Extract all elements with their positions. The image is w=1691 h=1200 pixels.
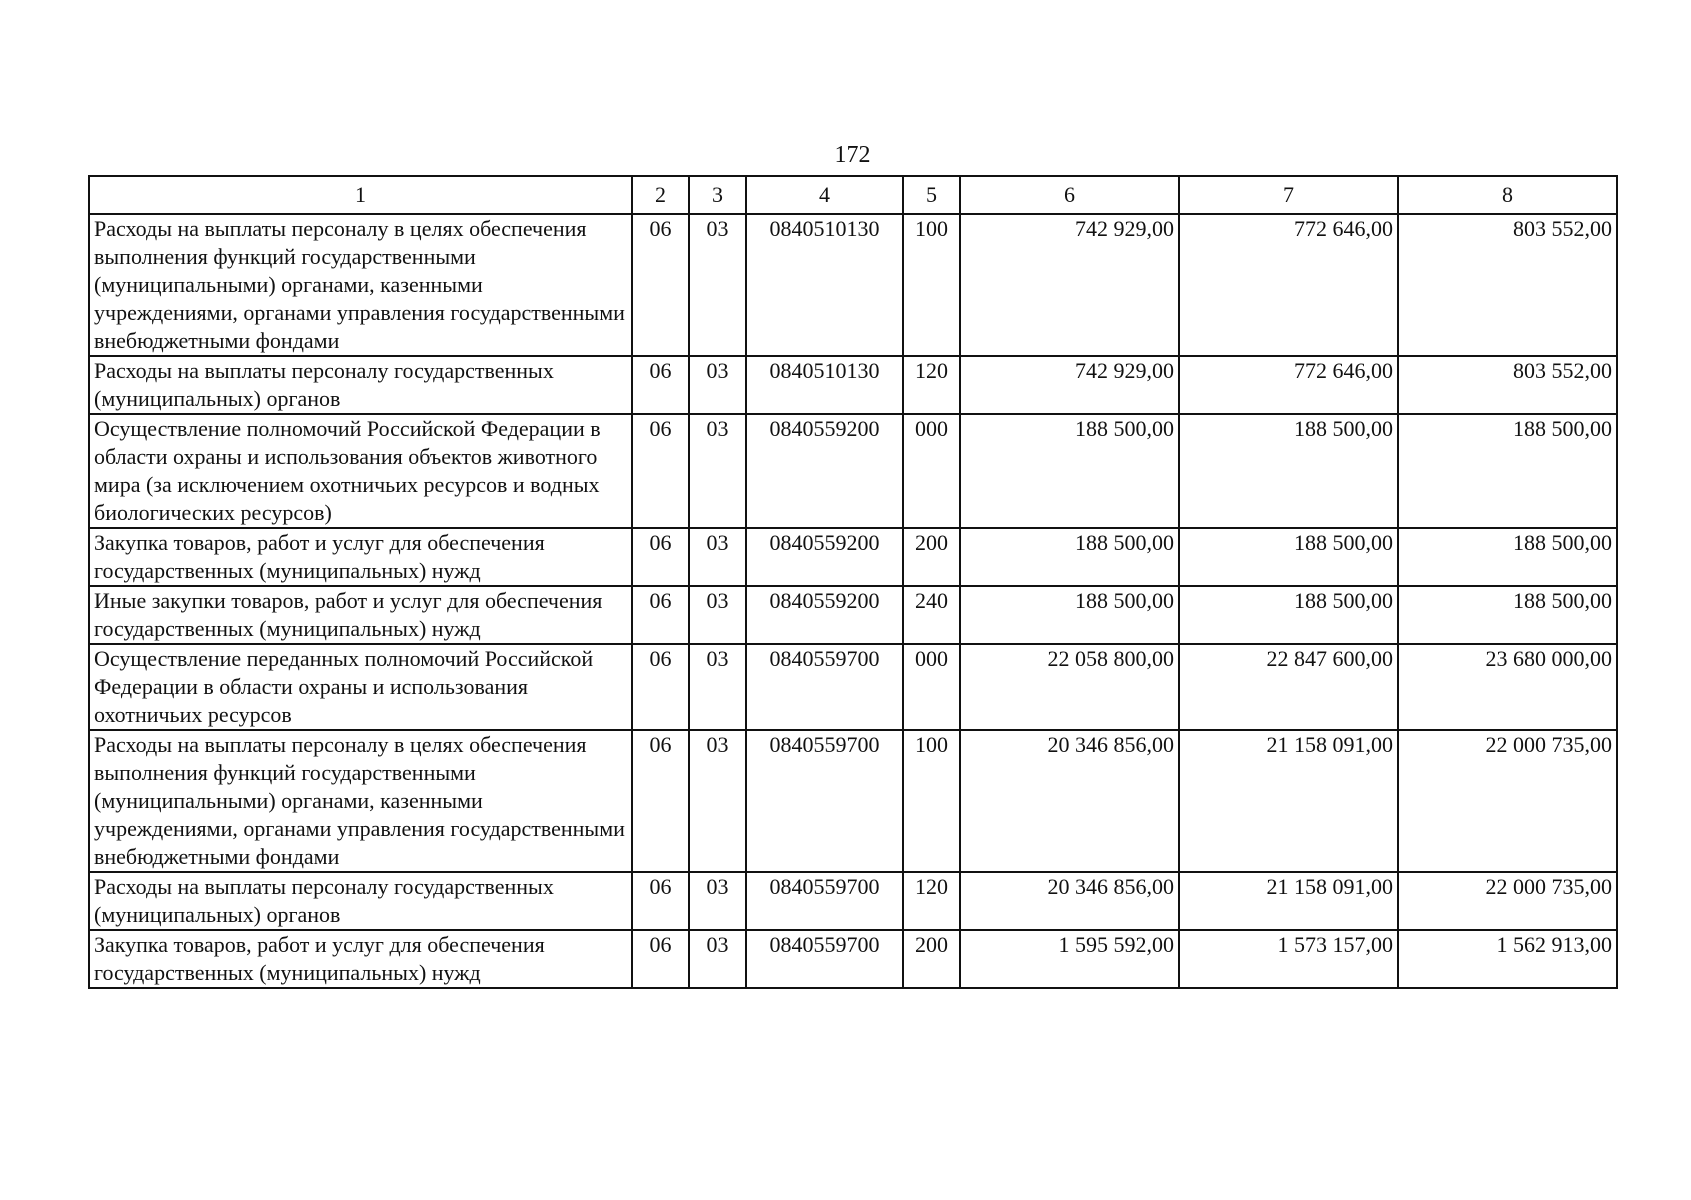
amount-column-6: 1 595 592,00 xyxy=(960,930,1179,988)
expense-name: Закупка товаров, работ и услуг для обеспечения государственных (муниципальных) нужд xyxy=(89,528,632,586)
amount-column-6: 20 346 856,00 xyxy=(960,872,1179,930)
amount-column-8: 23 680 000,00 xyxy=(1398,644,1617,730)
amount-column-6: 22 058 800,00 xyxy=(960,644,1179,730)
column-header-7: 7 xyxy=(1179,176,1398,214)
table-row xyxy=(89,586,1617,644)
amount-column-8: 22 000 735,00 xyxy=(1398,730,1617,872)
section-code: 06 xyxy=(632,644,689,730)
expense-name: Расходы на выплаты персоналу государственных (муниципальных) органов xyxy=(89,356,632,414)
target-article-code: 0840559200 xyxy=(746,586,903,644)
column-header-1: 1 xyxy=(89,176,632,214)
subsection-code: 03 xyxy=(689,730,746,872)
expense-name: Осуществление полномочий Российской Федерации в области охраны и использования объектов животного мира (за исключением охотничьих ресурсов и водных биологических ресурсов) xyxy=(89,414,632,528)
subsection-code: 03 xyxy=(689,586,746,644)
expense-type-code: 120 xyxy=(903,356,960,414)
expense-name: Расходы на выплаты персоналу в целях обеспечения выполнения функций государственными (муниципальными) органами, казенными учреждениями, органами управления государственными внебюджетными фондами xyxy=(89,730,632,872)
table-header xyxy=(89,176,1617,214)
target-article-code: 0840559200 xyxy=(746,414,903,528)
amount-column-7: 21 158 091,00 xyxy=(1179,872,1398,930)
amount-column-8: 803 552,00 xyxy=(1398,356,1617,414)
amount-column-6: 188 500,00 xyxy=(960,528,1179,586)
amount-column-6: 20 346 856,00 xyxy=(960,730,1179,872)
column-header-6: 6 xyxy=(960,176,1179,214)
table-row xyxy=(89,644,1617,730)
column-header-4: 4 xyxy=(746,176,903,214)
amount-column-6: 742 929,00 xyxy=(960,356,1179,414)
expense-type-code: 200 xyxy=(903,528,960,586)
table-row xyxy=(89,356,1617,414)
column-header-3: 3 xyxy=(689,176,746,214)
amount-column-8: 188 500,00 xyxy=(1398,528,1617,586)
table-row xyxy=(89,414,1617,528)
expense-name: Закупка товаров, работ и услуг для обеспечения государственных (муниципальных) нужд xyxy=(89,930,632,988)
expense-type-code: 100 xyxy=(903,730,960,872)
amount-column-7: 21 158 091,00 xyxy=(1179,730,1398,872)
section-code: 06 xyxy=(632,214,689,356)
expense-name: Иные закупки товаров, работ и услуг для обеспечения государственных (муниципальных) нужд xyxy=(89,586,632,644)
amount-column-8: 803 552,00 xyxy=(1398,214,1617,356)
expense-type-code: 240 xyxy=(903,586,960,644)
expense-name: Расходы на выплаты персоналу государственных (муниципальных) органов xyxy=(89,872,632,930)
target-article-code: 0840559700 xyxy=(746,930,903,988)
amount-column-6: 742 929,00 xyxy=(960,214,1179,356)
amount-column-6: 188 500,00 xyxy=(960,586,1179,644)
subsection-code: 03 xyxy=(689,414,746,528)
amount-column-7: 772 646,00 xyxy=(1179,214,1398,356)
table-row xyxy=(89,214,1617,356)
target-article-code: 0840510130 xyxy=(746,214,903,356)
table-row xyxy=(89,930,1617,988)
target-article-code: 0840559200 xyxy=(746,528,903,586)
section-code: 06 xyxy=(632,528,689,586)
amount-column-7: 188 500,00 xyxy=(1179,586,1398,644)
amount-column-8: 188 500,00 xyxy=(1398,586,1617,644)
column-header-8: 8 xyxy=(1398,176,1617,214)
amount-column-8: 188 500,00 xyxy=(1398,414,1617,528)
subsection-code: 03 xyxy=(689,930,746,988)
subsection-code: 03 xyxy=(689,528,746,586)
section-code: 06 xyxy=(632,414,689,528)
amount-column-6: 188 500,00 xyxy=(960,414,1179,528)
amount-column-7: 188 500,00 xyxy=(1179,528,1398,586)
section-code: 06 xyxy=(632,730,689,872)
amount-column-8: 22 000 735,00 xyxy=(1398,872,1617,930)
section-code: 06 xyxy=(632,930,689,988)
subsection-code: 03 xyxy=(689,872,746,930)
budget-table xyxy=(88,175,1618,989)
target-article-code: 0840559700 xyxy=(746,872,903,930)
amount-column-7: 188 500,00 xyxy=(1179,414,1398,528)
subsection-code: 03 xyxy=(689,214,746,356)
table-row xyxy=(89,872,1617,930)
amount-column-7: 22 847 600,00 xyxy=(1179,644,1398,730)
expense-type-code: 000 xyxy=(903,644,960,730)
amount-column-8: 1 562 913,00 xyxy=(1398,930,1617,988)
section-code: 06 xyxy=(632,356,689,414)
amount-column-7: 1 573 157,00 xyxy=(1179,930,1398,988)
subsection-code: 03 xyxy=(689,644,746,730)
table-row xyxy=(89,528,1617,586)
amount-column-7: 772 646,00 xyxy=(1179,356,1398,414)
column-number-row xyxy=(89,176,1617,214)
column-header-5: 5 xyxy=(903,176,960,214)
section-code: 06 xyxy=(632,872,689,930)
column-header-2: 2 xyxy=(632,176,689,214)
target-article-code: 0840510130 xyxy=(746,356,903,414)
expense-type-code: 200 xyxy=(903,930,960,988)
expense-type-code: 120 xyxy=(903,872,960,930)
table-row xyxy=(89,730,1617,872)
table-body xyxy=(89,214,1617,988)
target-article-code: 0840559700 xyxy=(746,644,903,730)
expense-name: Осуществление переданных полномочий Российской Федерации в области охраны и использования охотничьих ресурсов xyxy=(89,644,632,730)
target-article-code: 0840559700 xyxy=(746,730,903,872)
page-number: 172 xyxy=(834,142,871,168)
expense-name: Расходы на выплаты персоналу в целях обеспечения выполнения функций государственными (муниципальными) органами, казенными учреждениями, органами управления государственными внебюджетными фондами xyxy=(89,214,632,356)
expense-type-code: 000 xyxy=(903,414,960,528)
section-code: 06 xyxy=(632,586,689,644)
subsection-code: 03 xyxy=(689,356,746,414)
expense-type-code: 100 xyxy=(903,214,960,356)
